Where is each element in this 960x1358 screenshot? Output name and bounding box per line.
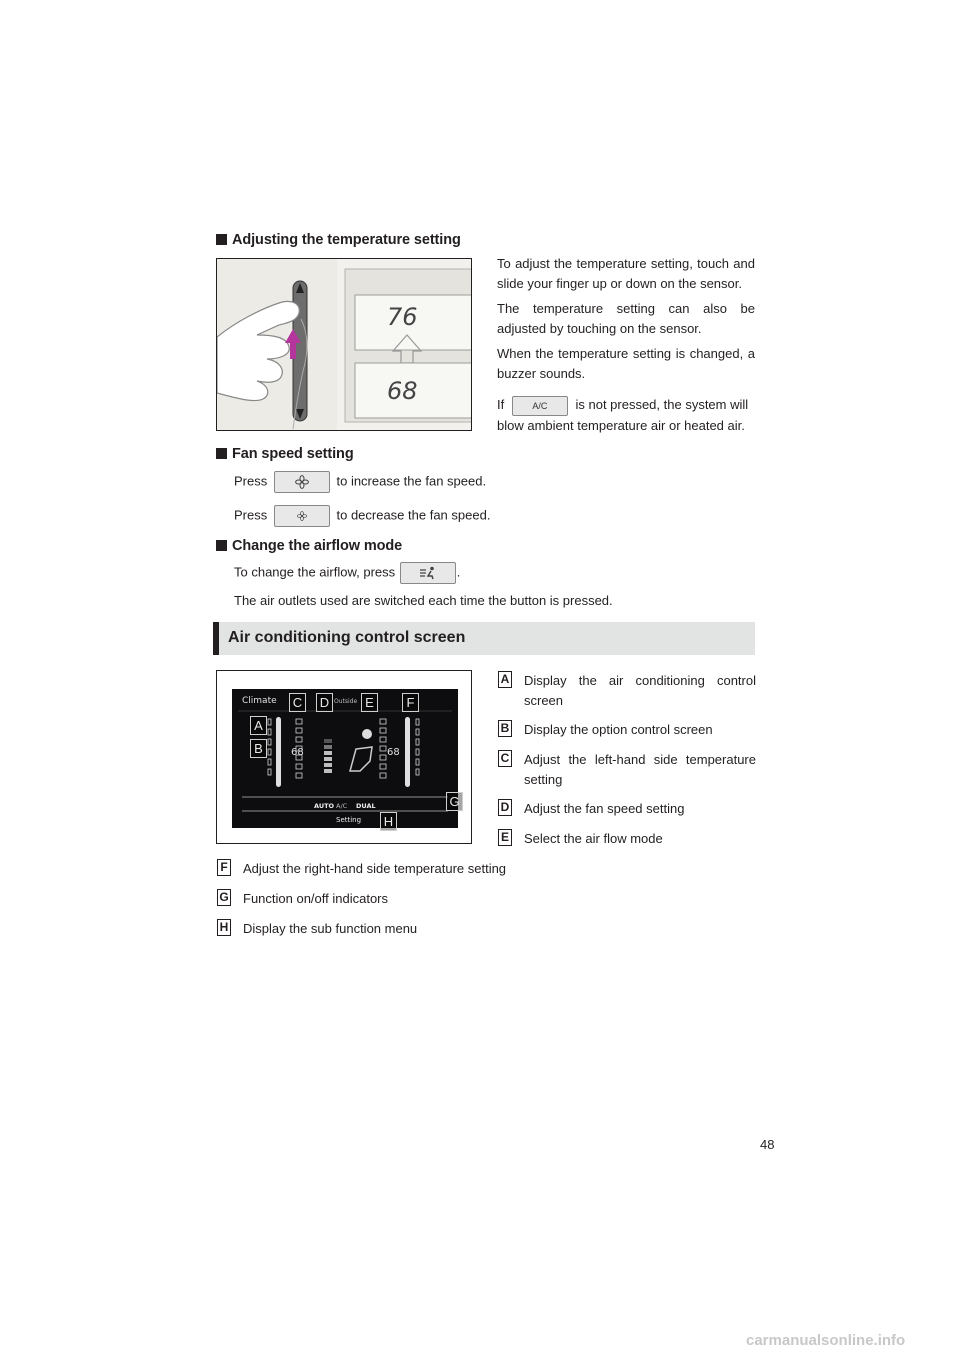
callout-item-e [498, 829, 756, 849]
fan-small-icon [297, 511, 307, 521]
ac-display [232, 689, 458, 828]
photo-temp-upper: 76 [387, 303, 418, 331]
callout-badge-h: H [217, 919, 231, 936]
ac-indicator: A/C [336, 802, 348, 810]
screen-callout-f: F [402, 693, 419, 712]
temperature-para1: To adjust the temperature setting, touch and slide your finger up or down on the sensor. [497, 256, 755, 291]
ac-control-screen-image [216, 670, 472, 844]
auto-indicator: AUTO [314, 802, 335, 810]
right-temp-label: 68 [387, 747, 400, 758]
fan-large-icon [295, 475, 309, 489]
airflow-heading: Change the airflow mode [216, 538, 402, 554]
ac-display-graphics [232, 689, 458, 828]
temperature-para2: The temperature setting can also be adjusted by touching on the sensor. [497, 301, 755, 336]
climate-label: Climate [242, 696, 277, 706]
callout-item-d [498, 799, 756, 819]
dual-indicator: DUAL [356, 802, 376, 810]
watermark: carmanualsonline.info [746, 1332, 906, 1349]
callout-text-f: Adjust the right-hand side temperature setting [243, 861, 507, 876]
heading-bullet [216, 234, 227, 245]
screen-callout-e: E [361, 693, 378, 712]
callout-badge-a: A [498, 671, 512, 688]
screen-callout-g: G [446, 792, 463, 811]
fan-heading: Fan speed setting [216, 446, 354, 462]
ac-button-image: A/C [512, 396, 568, 416]
callout-text-c: Adjust the left-hand side temperature setting [524, 752, 756, 787]
callout-badge-g: G [217, 889, 231, 906]
screen-callout-a: A [250, 716, 267, 735]
airflow-line1: To change the airflow, press . [234, 562, 460, 584]
screen-callout-c: C [289, 693, 306, 712]
callout-badge-f: F [217, 859, 231, 876]
screen-callout-d: D [316, 693, 333, 712]
airflow-icon [419, 566, 437, 580]
setting-indicator: Setting [336, 816, 362, 824]
callout-badge-b: B [498, 720, 512, 737]
heading-bullet [216, 540, 227, 551]
fan-increase-button-image [274, 471, 330, 493]
temperature-sensor-photo [216, 258, 472, 431]
outside-label: Outside [334, 698, 358, 705]
callout-text-e: Select the air flow mode [524, 831, 663, 846]
ac-screen-section-title: Air conditioning control screen [228, 629, 466, 646]
temperature-para3: When the temperature setting is changed, a buzzer sounds. [497, 346, 755, 381]
callout-text-d: Adjust the fan speed setting [524, 801, 685, 816]
photo-temp-lower: 68 [387, 377, 418, 405]
callout-item-h [217, 919, 757, 939]
callout-badge-e: E [498, 829, 512, 846]
temperature-heading: Adjusting the temperature setting [216, 232, 461, 248]
temperature-para4: If A/C is not pressed, the system will blow ambient temperature air or heated air. [497, 397, 749, 433]
heading-bullet [216, 448, 227, 459]
airflow-line2: The air outlets used are switched each time the button is pressed. [234, 593, 613, 608]
fan-increase-line: Press to increase the fan speed. [234, 471, 486, 493]
left-temp-label: 68 [291, 747, 304, 758]
fan-decrease-line: Press to decrease the fan speed. [234, 505, 490, 527]
page-number: 48 [760, 1137, 775, 1152]
callout-text-a: Display the air conditioning control screen [524, 673, 756, 708]
screen-callout-b: B [250, 739, 267, 758]
callout-item-b [498, 720, 756, 740]
callout-badge-d: D [498, 799, 512, 816]
callout-item-c [498, 750, 756, 789]
callout-text-g: Function on/off indicators [243, 891, 389, 906]
callout-item-g [217, 889, 757, 909]
ac-screen-section-bar [213, 622, 755, 655]
fan-decrease-button-image [274, 505, 330, 527]
callout-badge-c: C [498, 750, 512, 767]
callout-text-h: Display the sub function menu [243, 921, 418, 936]
callout-item-a [498, 671, 756, 710]
callout-text-b: Display the option control screen [524, 722, 713, 737]
screen-callout-h: H [380, 812, 397, 831]
airflow-mode-button-image [400, 562, 456, 584]
temperature-sensor-illustration [217, 259, 472, 431]
callout-item-f [217, 859, 757, 879]
